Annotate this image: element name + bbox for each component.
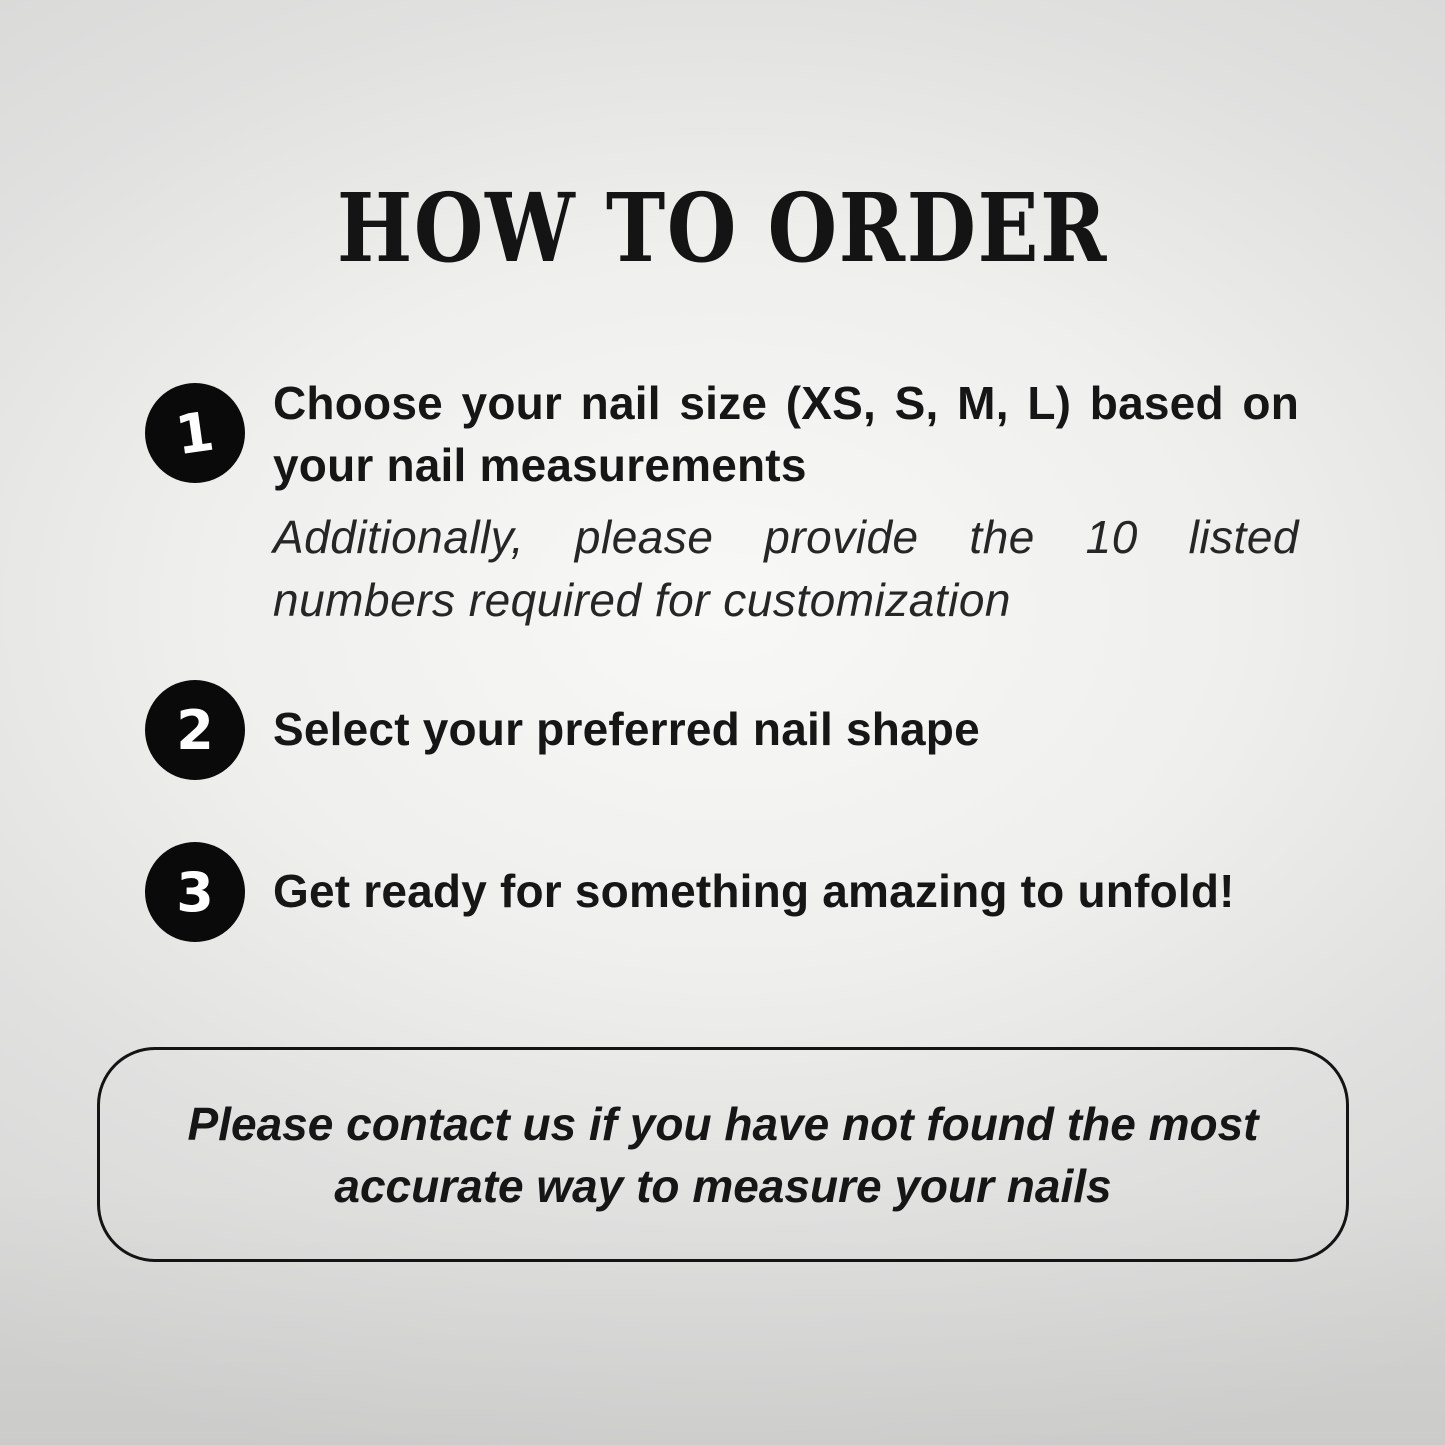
step-1-text: Choose your nail size (XS, S, M, L) based on your nail measurements [273, 377, 1299, 491]
step-2-number-badge [145, 680, 245, 780]
page-title: HOW TO ORDER [336, 173, 1109, 284]
step-3-number-badge [145, 842, 245, 942]
step-3-text: Get ready for something amazing to unfold! [273, 865, 1235, 917]
contact-note-text: Please contact us if you have not found the most accurate way to measure your nails [187, 1097, 1259, 1212]
step-1-note: Additionally, please provide the 10 listed numbers required for customization [273, 511, 1299, 626]
contact-note-box [97, 1047, 1349, 1262]
step-1-number: 1 [172, 399, 218, 467]
step-1-number-badge [145, 383, 245, 483]
step-2-text: Select your preferred nail shape [273, 703, 980, 755]
step-3-number: 3 [176, 860, 214, 924]
step-2-number: 2 [176, 698, 214, 762]
